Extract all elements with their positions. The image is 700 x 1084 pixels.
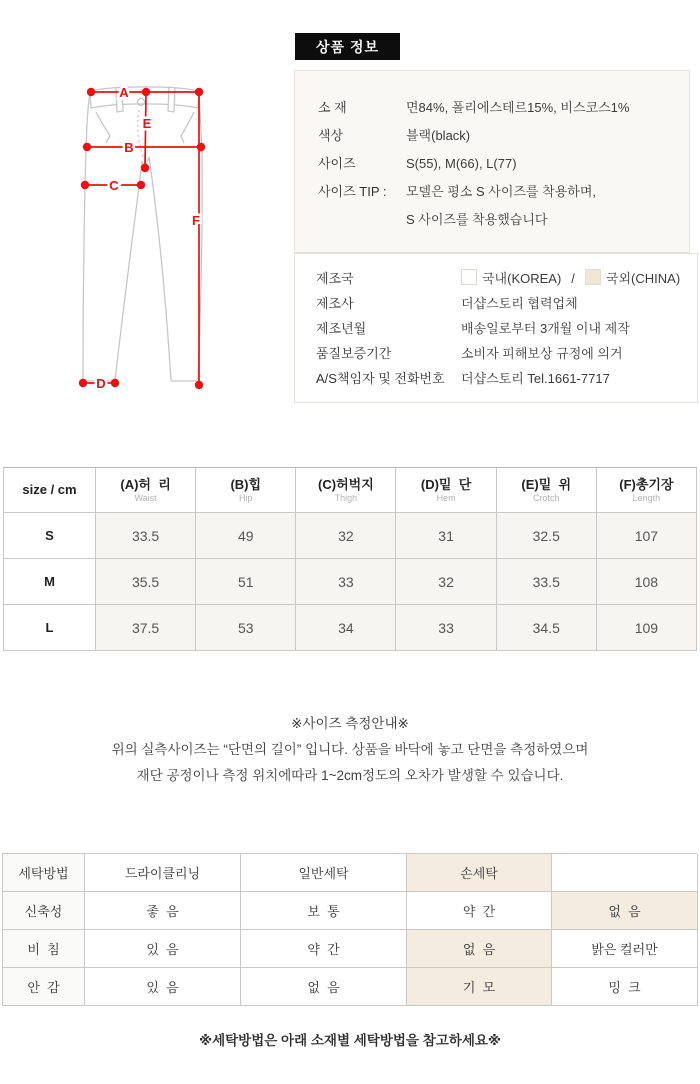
size-value-cell: 49 — [196, 513, 296, 559]
size-value-cell: 33 — [396, 605, 496, 651]
spec-label: 사이즈 TIP : — [318, 184, 387, 199]
product-spec-box — [294, 70, 690, 253]
size-value-cell: 34 — [296, 605, 396, 651]
size-value-cell: 37.5 — [96, 605, 196, 651]
size-value-cell: 31 — [396, 513, 496, 559]
size-header-cell: size / cm — [4, 468, 96, 513]
size-header-cell: (B)힙 Hip — [196, 468, 296, 513]
mfg-row-date — [295, 316, 697, 341]
origin-separator: / — [571, 271, 575, 286]
spec-value-line2: S 사이즈를 착용했습니다 — [406, 212, 548, 227]
care-cell — [552, 854, 698, 892]
size-value-cell: 33.5 — [497, 559, 597, 605]
size-value-cell: 108 — [597, 559, 697, 605]
care-cell: 없 음 — [241, 968, 407, 1006]
mfg-value: 더샵스토리 Tel.1661-7717 — [461, 371, 610, 386]
size-table — [3, 467, 697, 651]
size-header-cell: (A)허 리 Waist — [96, 468, 196, 513]
mfg-label: 제조년월 — [316, 321, 367, 336]
measurement-lines — [83, 92, 201, 385]
measure-label-a: A — [119, 85, 129, 100]
care-cell: 없 음 — [552, 892, 698, 930]
origin-options — [461, 266, 697, 291]
notice-title: ※사이즈 측정안내※ — [291, 716, 409, 731]
measure-label-f: F — [192, 213, 200, 228]
care-footer-note: ※세탁방법은 아래 소재별 세탁방법을 참고하세요※ — [198, 1033, 502, 1048]
spec-label: 소 재 — [318, 100, 347, 115]
size-value-cell: 51 — [196, 559, 296, 605]
care-cell: 약 간 — [407, 892, 552, 930]
mfg-row-manufacturer — [295, 291, 697, 316]
care-cell: 약 간 — [241, 930, 407, 968]
measure-label-e: E — [142, 116, 152, 131]
size-value-cell: 33.5 — [96, 513, 196, 559]
size-value-cell: 109 — [597, 605, 697, 651]
size-value-cell: 32 — [296, 513, 396, 559]
care-cell: 드라이클리닝 — [85, 854, 241, 892]
care-cell: 세탁방법 — [3, 854, 85, 892]
checkbox-china-icon[interactable] — [585, 269, 601, 285]
care-cell: 기 모 — [407, 968, 552, 1006]
size-row-label: M — [4, 559, 96, 605]
spec-row-size-tip — [295, 178, 689, 206]
mfg-value: 배송일로부터 3개월 이내 제작 — [461, 321, 630, 336]
care-cell: 보 통 — [241, 892, 407, 930]
mfg-row-warranty — [295, 341, 697, 366]
spec-value: 면84%, 폴리에스테르15%, 비스코스1% — [406, 100, 630, 115]
care-cell: 신축성 — [3, 892, 85, 930]
size-value-cell: 32 — [396, 559, 496, 605]
measure-label-c: C — [109, 178, 119, 193]
size-value-cell: 32.5 — [497, 513, 597, 559]
size-value-cell: 53 — [196, 605, 296, 651]
notice-line: 위의 실측사이즈는 “단면의 길이” 입니다. 상품을 바닥에 놓고 단면을 측정하였으며 — [111, 742, 589, 757]
mfg-row-as-contact — [295, 366, 697, 391]
notice-line: 재단 공정이나 측정 위치에따라 1~2cm정도의 오차가 발생할 수 있습니다. — [136, 768, 564, 783]
care-cell: 밝은 컬러만 — [552, 930, 698, 968]
pants-measurement-diagram — [40, 70, 270, 410]
care-cell: 밍 크 — [552, 968, 698, 1006]
origin-korea-label: 국내(KOREA) — [482, 271, 562, 286]
care-cell: 있 음 — [85, 930, 241, 968]
mfg-label: A/S책임자 및 전화번호 — [316, 371, 445, 386]
mfg-value: 더샵스토리 협력업체 — [461, 296, 578, 311]
care-table — [2, 853, 697, 1006]
spec-label: 색상 — [318, 128, 344, 143]
mfg-label: 제조사 — [316, 296, 354, 311]
mfg-label: 제조국 — [316, 271, 354, 286]
origin-china-label: 국외(CHINA) — [605, 271, 681, 286]
measure-label-b: B — [124, 140, 134, 155]
mfg-row-origin — [295, 266, 697, 291]
size-value-cell: 107 — [597, 513, 697, 559]
care-cell: 있 음 — [85, 968, 241, 1006]
spec-value: 블랙(black) — [406, 128, 471, 143]
size-value-cell: 33 — [296, 559, 396, 605]
care-cell: 비 침 — [3, 930, 85, 968]
size-row-label: L — [4, 605, 96, 651]
manufacture-info-box — [294, 253, 698, 403]
size-header-cell: (F)총기장 Length — [597, 468, 697, 513]
spec-row-material — [295, 94, 689, 122]
checkbox-korea-icon[interactable] — [461, 269, 477, 285]
measure-label-d: D — [96, 376, 106, 391]
size-header-cell: (C)허벅지 Thigh — [296, 468, 396, 513]
care-cell: 안 감 — [3, 968, 85, 1006]
care-cell: 일반세탁 — [241, 854, 407, 892]
spec-row-color — [295, 122, 689, 150]
section-title: 상품 정보 — [295, 33, 400, 60]
size-header-cell: (E)밑 위 Crotch — [497, 468, 597, 513]
spec-value: S(55), M(66), L(77) — [406, 156, 517, 171]
size-row-label: S — [4, 513, 96, 559]
size-value-cell: 35.5 — [96, 559, 196, 605]
size-measure-notice — [0, 711, 700, 789]
mfg-label: 품질보증기간 — [316, 346, 392, 361]
mfg-value: 소비자 피해보상 규정에 의거 — [461, 346, 623, 361]
size-value-cell: 34.5 — [497, 605, 597, 651]
measurement-dots — [79, 88, 205, 389]
care-cell: 좋 음 — [85, 892, 241, 930]
size-header-cell: (D)밑 단 Hem — [396, 468, 496, 513]
spec-row-size — [295, 150, 689, 178]
care-cell: 손세탁 — [407, 854, 552, 892]
spec-value: 모델은 평소 S 사이즈를 착용하며, — [406, 184, 596, 199]
spec-label: 사이즈 — [318, 156, 356, 171]
care-cell: 없 음 — [407, 930, 552, 968]
